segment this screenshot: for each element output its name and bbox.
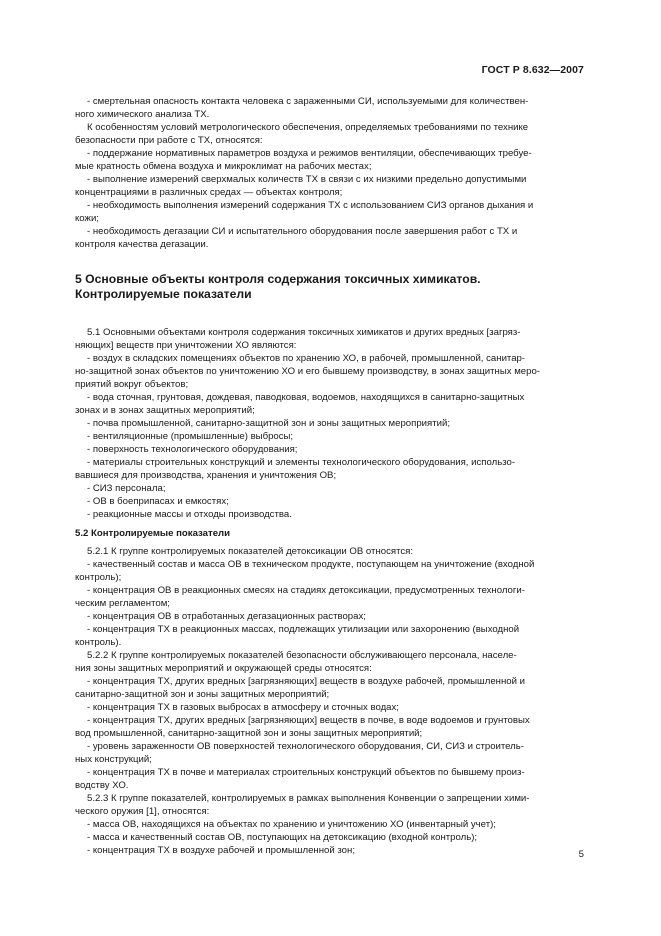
text-line: ния зоны защитных мероприятий и окружающей среды относятся: — [75, 663, 372, 674]
text-line: - вода сточная, грунтовая, дождевая, паводковая, водоемов, находящихся в санитарно-защитных — [87, 392, 525, 403]
text-line: приятий вокруг объектов; — [75, 379, 189, 390]
text-line: - необходимость дегазации СИ и испытательного оборудования после завершения работ с ТХ и — [87, 226, 518, 237]
section-title-line-2: Контролируемые показатели — [75, 287, 252, 301]
text-line: кожи; — [75, 213, 99, 224]
text-line: 5.2.2 К группе контролируемых показателей безопасности обслуживающего персонала, населе- — [87, 650, 517, 661]
text-line: - выполнение измерений сверхмалых количеств ТХ в связи с их низкими предельно допустимыми — [87, 174, 527, 185]
text-line: ных конструкций; — [75, 754, 152, 765]
text-line: но-защитной зонах объектов по уничтожению ХО и его бывшему производству, в зонах защитных меро- — [75, 366, 540, 377]
text-line: санитарно-защитной зон и зоны защитных мероприятий; — [75, 689, 330, 700]
text-line: 5.2.1 К группе контролируемых показателей детоксикации ОВ относятся: — [87, 546, 414, 557]
section-title-line-1: 5 Основные объекты контроля содержания токсичных химикатов. — [75, 272, 481, 286]
text-line: контроль); — [75, 572, 122, 583]
text-line: - масса ОВ, находящихся на объектах по хранению и уничтожению ХО (инвентарный учет); — [87, 819, 496, 830]
text-line: - концентрация ОВ в отработанных дегазационных растворах; — [87, 611, 366, 622]
section-5-1-paragraphs — [75, 326, 586, 521]
subsection-5-2-title: 5.2 Контролируемые показатели — [75, 528, 231, 539]
text-line: - воздух в складских помещениях объектов по хранению ХО, в рабочей, промышленной, санитар- — [87, 353, 526, 364]
text-line: - концентрация ТХ, других вредных [загрязняющих] веществ в воздухе рабочей, промышленной и — [87, 676, 525, 687]
text-line: - почва промышленной, санитарно-защитной зон и зоны защитных мероприятий; — [87, 418, 450, 429]
text-line: - материалы строительных конструкций и элементы технологического оборудования, использо- — [87, 457, 516, 468]
text-line: - концентрация ТХ в реакционных массах, подлежащих утилизации или захоронению (выходной — [87, 624, 520, 635]
document-body — [75, 95, 586, 857]
subsection-5-2-paragraphs — [75, 545, 586, 857]
text-line: - ОВ в боеприпасах и емкостях; — [87, 496, 229, 507]
page-number: 5 — [578, 849, 584, 860]
text-line: вавшиеся для производства, хранения и уничтожения ОВ; — [75, 470, 337, 481]
text-line: - уровень зараженности ОВ поверхностей технологического оборудования, СИ, СИЗ и строитель- — [87, 741, 524, 752]
text-line: - концентрация ТХ в газовых выбросах в атмосферу и сточных водах; — [87, 702, 399, 713]
text-line: няющих] веществ при уничтожении ХО являются: — [75, 340, 297, 351]
text-line: - концентрация ОВ в реакционных смесях на стадиях детоксикации, предусмотренных технологи- — [87, 585, 525, 596]
text-line: 5.2.3 К группе показателей, контролируемых в рамках выполнения Конвенции о запрещении хими- — [87, 793, 530, 804]
text-line: - качественный состав и масса ОВ в техническом продукте, поступающем на уничтожение (входной — [87, 559, 535, 570]
text-line: - реакционные массы и отходы производства. — [87, 509, 292, 520]
text-line: водству ХО. — [75, 780, 129, 791]
text-line: безопасности при работе с ТХ, относятся: — [75, 135, 263, 146]
text-line: ного химического анализа ТХ. — [75, 109, 210, 120]
text-line: вод промышленной, санитарно-защитной зон и зоны защитных мероприятий; — [75, 728, 423, 739]
text-line: зонах и в зонах защитных мероприятий; — [75, 405, 255, 416]
text-line: - масса и качественный состав ОВ, поступающих на детоксикацию (входной контроль); — [87, 832, 478, 843]
text-line: - концентрация ТХ в воздухе рабочей и промышленной зон; — [87, 845, 355, 856]
text-line: концентрациями в различных средах — объектах контроля; — [75, 187, 343, 198]
text-line: мые кратность обмена воздуха и микроклимат на рабочих местах; — [75, 161, 372, 172]
text-line: - концентрация ТХ в почве и материалах строительных конструкций объектов по бывшему произ- — [87, 767, 525, 778]
text-line: ческим регламентом; — [75, 598, 170, 609]
text-line: - поверхность технологического оборудования; — [87, 444, 298, 455]
text-line: контроля качества дегазации. — [75, 239, 209, 250]
intro-paragraphs — [75, 95, 586, 251]
text-line: 5.1 Основными объектами контроля содержания токсичных химикатов и других вредных [загряз- — [87, 327, 521, 338]
text-line: - смертельная опасность контакта человека с зараженными СИ, используемыми для количествен- — [87, 96, 529, 107]
text-line: - вентиляционные (промышленные) выбросы; — [87, 431, 294, 442]
document-code-header: ГОСТ Р 8.632—2007 — [481, 64, 584, 76]
text-line: - концентрация ТХ, других вредных [загрязняющих] веществ в почве, в воде водоемов и грунтовых — [87, 715, 530, 726]
text-line: - необходимость выполнения измерений содержания ТХ с использованием СИЗ органов дыхания и — [87, 200, 534, 211]
text-line: - поддержание нормативных параметров воздуха и режимов вентиляции, обеспечивающих требуе- — [87, 148, 532, 159]
text-line: - СИЗ персонала; — [87, 483, 166, 494]
text-line: ческого оружия [1], относятся: — [75, 806, 210, 817]
text-line: контроль). — [75, 637, 122, 648]
section-5-title — [75, 272, 586, 302]
text-line: К особенностям условий метрологического обеспечения, определяемых требованиями по технике — [87, 122, 529, 133]
